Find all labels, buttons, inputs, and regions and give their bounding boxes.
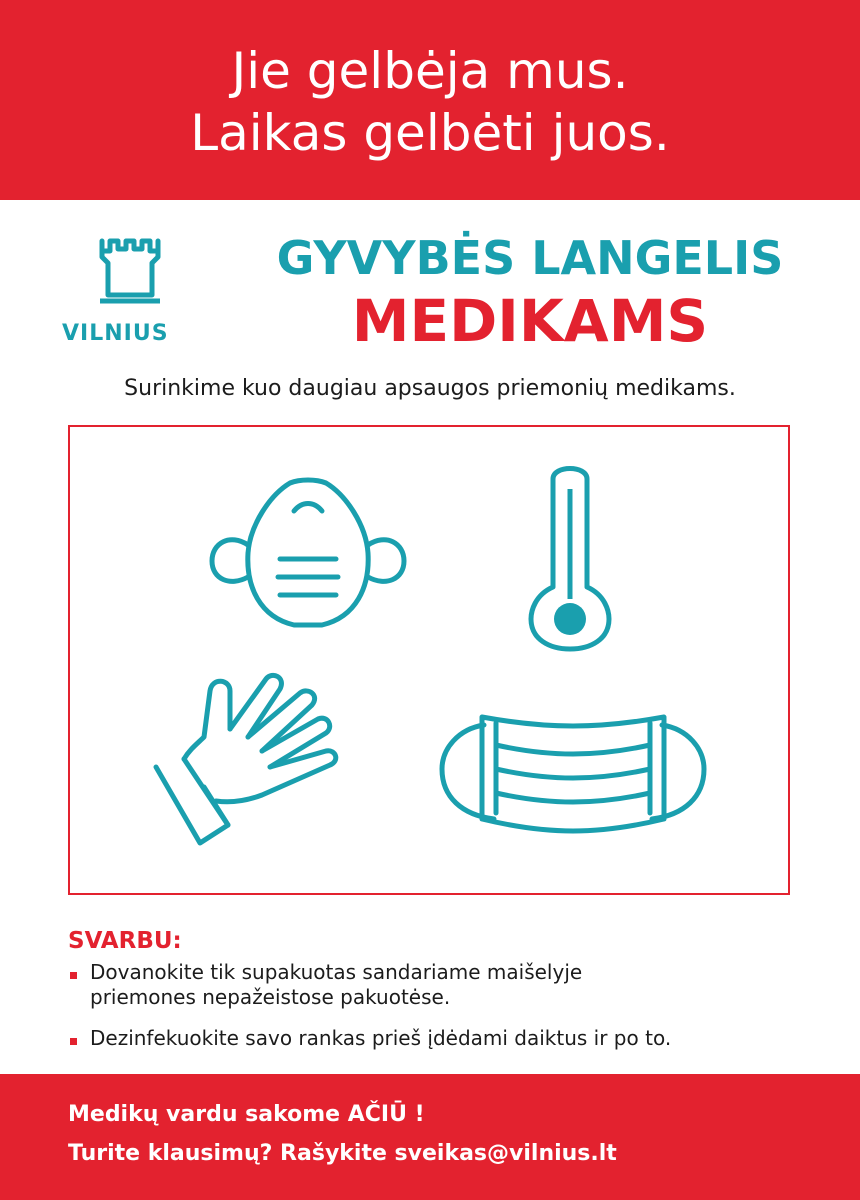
bullet-square-icon [70,972,77,979]
list-item-line: Dezinfekuokite savo rankas prieš įdėdami daiktus ir po to. [90,1026,672,1050]
vilnius-logo [62,235,202,350]
list-item-line: Dovanokite tik supakuotas sandariame maišelyje [90,960,583,984]
banner-line-2: Laikas gelbėti juos. [190,104,670,162]
top-banner [0,0,860,200]
surgical-mask-icon [438,709,708,839]
castle-tower-icon [96,235,164,307]
footer-thanks: Medikų vardu sakome AČIŪ ! [68,1102,425,1127]
banner-line-1: Jie gelbėja mus. [231,42,629,100]
important-list [68,960,828,1051]
respirator-mask-icon [208,475,408,640]
subtitle: Surinkime kuo daugiau apsaugos priemonių medikams. [124,376,736,401]
glove-icon [150,671,360,846]
list-item [68,1026,828,1051]
list-item [68,960,828,1010]
footer-contact: Turite klausimų? Rašykite sveikas@vilnius.lt [68,1141,617,1166]
supplies-icon-box [68,425,790,895]
bullet-square-icon [70,1038,77,1045]
headline-line-1: GYVYBĖS LANGELIS [276,231,784,285]
headline-line-2: MEDIKAMS [351,287,709,355]
list-item-line: priemones nepažeistose pakuotėse. [90,985,451,1009]
important-title: SVARBU: [68,928,182,954]
bottom-banner [0,1074,860,1200]
logo-text: VILNIUS [62,321,169,346]
thermometer-icon [525,459,615,654]
